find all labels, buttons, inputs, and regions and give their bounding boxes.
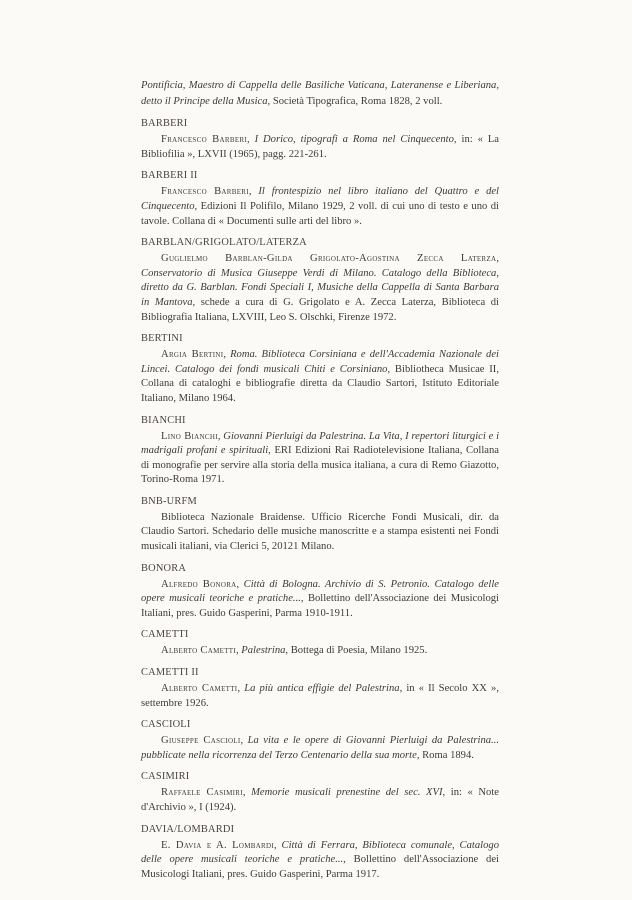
entry-author: Francesco Barberi	[161, 186, 249, 198]
entry-details: , Edizioni Il Polifilo, Milano 1929, 2 voll. di cui uno di testo e uno di tavole. Collana di « Documenti sulle arti del libro ».	[141, 200, 499, 227]
bibliography-entry	[141, 117, 499, 162]
entry-heading: BNB-URFM	[141, 495, 197, 507]
entry-citation: Lino Bianchi, Giovanni Pierluigi da Palestrina. La Vita, I repertori liturgici e i madrigali profani e spirituali, ERI Edizioni Rai Radiotelevisione Italiana, Collana di monografie per servire alla storia della musica italiana, a cura di Remo Giazotto, Torino-Roma 1971.	[141, 430, 500, 486]
entry-details: , schede a cura di G. Grigolato e A. Zecca Laterza, Biblioteca di Bibliografia Italiana, LXVIII, Leo S. Olschki, Firenze 1972.	[141, 296, 500, 323]
entry-details: , in: « Note d'Archivio », I (1924).	[141, 787, 499, 813]
entry-details: , ERI Edizioni Rai Radiotelevisione Italiana, Collana di monografie per servire alla storia della musica italiana, a cura di Remo Giazotto, Torino-Roma 1971.	[141, 445, 499, 486]
entry-heading: DAVIA/LOMBARDI	[141, 823, 235, 835]
entry-author: E. Davia e A. Lombardi	[161, 839, 275, 851]
entry-details: , Bollettino dell'Associazione dei Musicologi Italiani, pres. Guido Gasperini, Parma 1917.	[141, 854, 499, 880]
bibliography-entry	[141, 236, 499, 325]
entry-heading: CASCIOLI	[141, 719, 191, 731]
entry-heading: CAMETTI	[141, 629, 189, 641]
entry-details: Biblioteca Nazionale Braidense. Ufficio Ricerche Fondi Musicali, dir. da Claudio Sartori. Schedario delle musiche manoscritte e a stampa esistenti nei Fondi musicali italiani, via Clerici 5, 20121 Milano.	[141, 511, 499, 553]
entry-title: Giovanni Pierluigi da Palestrina. La Vita, I repertori liturgici e i madrigali profani e spirituali	[141, 430, 500, 457]
entry-title: Conservatorio di Musica Giuseppe Verdi di Milano. Catalogo della Biblioteca, diretto da G. Barblan. Fondi Speciali I, Musiche della Cappella di Santa Barbara in Mantova	[141, 267, 499, 308]
entry-citation: Francesco Barberi, Il frontespizio nel libro italiano del Quattro e del Cinquecento, Edizioni Il Polifilo, Milano 1929, 2 voll. di cui uno di testo e uno di tavole. Collana di « Documenti sulle arti del libro ».	[141, 186, 500, 227]
entry-title: Roma. Biblioteca Corsiniana e dell'Accademia Nazionale dei Lincei. Catalogo dei fondi musicali Chiti e Corsiniano	[141, 349, 499, 375]
entry-author: Giuseppe Cascioli	[161, 735, 241, 747]
bibliography-entry	[141, 562, 499, 622]
entry-citation: Francesco Barberi, I Dorico, tipografi a Roma nel Cinquecento, in: « La Bibliofilia », LXVII (1965), pagg. 221-261.	[141, 134, 500, 160]
entry-title: Il frontespizio nel libro italiano del Quattro e del Cinquecento	[141, 186, 500, 212]
entry-heading: CAMETTI II	[141, 667, 199, 679]
bibliography-entry	[141, 414, 499, 488]
bibliography-entry	[141, 332, 499, 406]
entry-heading: BARBERI	[141, 118, 188, 130]
entry-author: Raffaele Casimiri	[161, 787, 243, 799]
continuation-rest: Società Tipografica, Roma 1828, 2 voll.	[270, 95, 443, 107]
entry-heading: BARBLAN/GRIGOLATO/LATERZA	[141, 237, 307, 249]
entry-author: Alberto Cametti	[161, 683, 238, 695]
entry-heading: BERTINI	[141, 333, 183, 345]
continuation-title: Pontificia, Maestro di Cappella delle Basiliche Vaticana, Lateranense e Liberiana, detto il Principe della Musica,	[141, 80, 499, 107]
entry-heading: BONORA	[141, 562, 187, 574]
bibliography-entry	[141, 718, 499, 763]
bibliography-entry	[141, 823, 499, 883]
bibliography-entry	[141, 666, 499, 711]
entry-heading: CASIMIRI	[141, 771, 190, 783]
bibliography-entry	[141, 770, 499, 815]
entry-heading: BIANCHI	[141, 414, 186, 426]
entry-citation: Raffaele Casimiri, Memorie musicali prenestine del sec. XVI, in: « Note d'Archivio », I (1924).	[141, 787, 499, 813]
entry-title: La vita e le opere di Giovanni Pierluigi da Palestrina... pubblicate nella ricorrenza del Terzo Centenario della sua morte	[141, 735, 499, 761]
entry-heading: BARBERI II	[141, 170, 198, 182]
entry-citation	[141, 511, 499, 555]
entry-details: , Roma 1894.	[416, 749, 474, 761]
entry-author: Alberto Cametti	[161, 645, 236, 657]
entry-details: , Bibliotheca Musicae II, Collana di cataloghi e bibliografie diretta da Claudio Sartori, Istituto Editoriale Italiano, Milano 1964.	[141, 363, 499, 404]
bibliography-entries	[141, 117, 499, 882]
bibliography-entry	[141, 169, 499, 229]
bibliography-entry	[141, 628, 499, 659]
entry-citation: Giuseppe Cascioli, La vita e le opere di Giovanni Pierluigi da Palestrina... pubblicate nella ricorrenza del Terzo Centenario della sua morte, Roma 1894.	[141, 735, 499, 761]
entry-citation: Alfredo Bonora, Città di Bologna. Archivio di S. Petronio. Catalogo delle opere musicali teoriche e pratiche..., Bollettino dell'Associazione dei Musicologi Italiani, pres. Guido Gasperini, Parma 1910-1911.	[141, 578, 499, 619]
entry-citation: Argia Bertini, Roma. Biblioteca Corsiniana e dell'Accademia Nazionale dei Lincei. Catalogo dei fondi musicali Chiti e Corsiniano, Bibliotheca Musicae II, Collana di cataloghi e bibliografie diretta da Claudio Sartori, Istituto Editoriale Italiano, Milano 1964.	[141, 349, 499, 404]
entry-citation: Alberto Cametti, Palestrina, Bottega di Poesia, Milano 1925.	[161, 645, 428, 657]
entry-title: La più antica effigie del Palestrina	[244, 683, 400, 695]
entry-details: , in: « La Bibliofilia », LXVII (1965), pagg. 221-261.	[141, 134, 500, 160]
entry-title: Città di Ferrara, Biblioteca comunale, Catalogo delle opere musicali teoriche e pratiche...	[141, 839, 499, 866]
entry-citation: Alberto Cametti, La più antica effigie del Palestrina, in « Il Secolo XX », settembre 1926.	[141, 683, 499, 709]
bibliography-text	[141, 78, 499, 889]
entry-author: Francesco Barberi	[161, 134, 247, 146]
entry-citation: Guglielmo Barblan-Gilda Grigolato-Agostina Zecca Laterza, Conservatorio di Musica Giuseppe Verdi di Milano. Catalogo della Biblioteca, diretto da G. Barblan. Fondi Speciali I, Musiche della Cappella di Santa Barbara in Mantova, schede a cura di G. Grigolato e A. Zecca Laterza, Biblioteca di Bibliografia Italiana, LXVIII, Leo S. Olschki, Firenze 1972.	[141, 253, 500, 323]
entry-author: Lino Bianchi	[161, 430, 218, 442]
entry-citation: E. Davia e A. Lombardi, Città di Ferrara, Biblioteca comunale, Catalogo delle opere musicali teoriche e pratiche..., Bollettino dell'Associazione dei Musicologi Italiani, pres. Guido Gasperini, Parma 1917.	[141, 839, 499, 880]
entry-title: I Dorico, tipografi a Roma nel Cinquecento	[254, 134, 454, 146]
entry-author: Alfredo Bonora	[161, 578, 237, 590]
bibliography-entry	[141, 495, 499, 555]
entry-title: Palestrina	[241, 645, 286, 657]
entry-author: Argia Bertini	[161, 349, 224, 361]
entry-title: Memorie musicali prenestine del sec. XVI	[251, 787, 443, 799]
entry-details: , Bollettino dell'Associazione dei Musicologi Italiani, pres. Guido Gasperini, Parma 1910-1911.	[141, 593, 499, 619]
entry-details: , Bottega di Poesia, Milano 1925.	[285, 645, 428, 657]
entry-title: Città di Bologna. Archivio di S. Petronio. Catalogo delle opere musicali teoriche e pratiche...	[141, 578, 499, 605]
entry-author: Guglielmo Barblan-Gilda Grigolato-Agostina Zecca Laterza	[161, 253, 497, 265]
entry-details: , in « Il Secolo XX », settembre 1926.	[141, 683, 499, 709]
continuation-paragraph	[141, 78, 499, 109]
